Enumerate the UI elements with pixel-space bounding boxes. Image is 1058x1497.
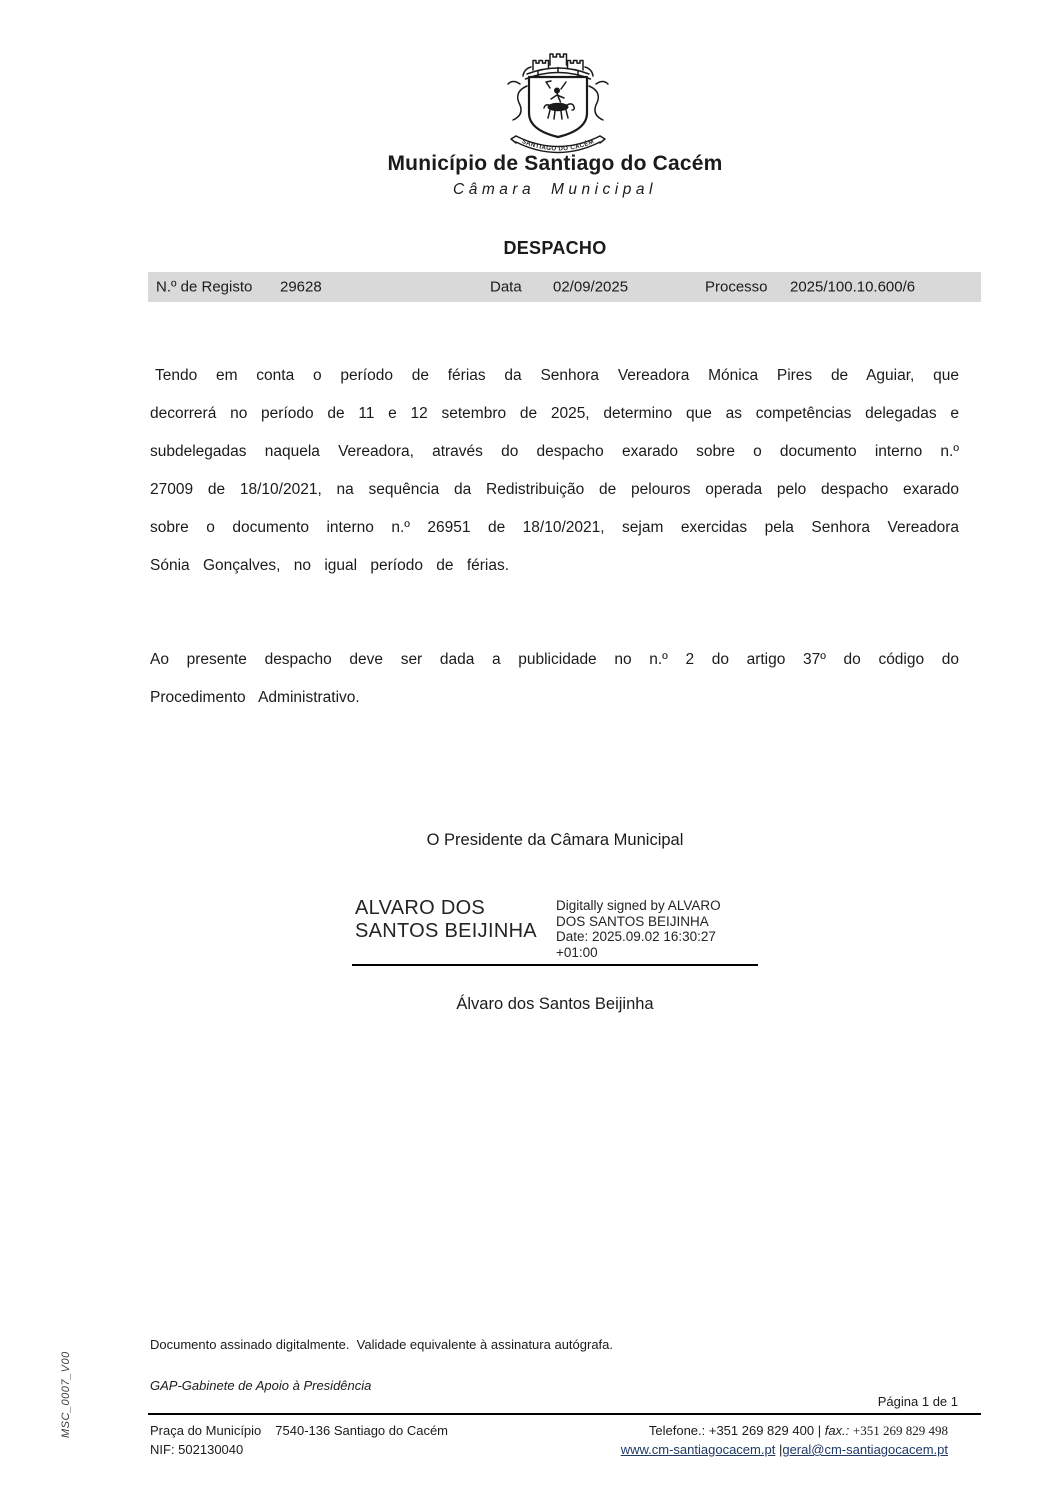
registry-label-registo: N.º de Registo bbox=[156, 278, 253, 296]
footer-contact-block bbox=[148, 1421, 948, 1459]
crest-banner-text: SANTIAGO DO CACÉM bbox=[520, 138, 596, 153]
registry-value-data: 02/09/2025 bbox=[553, 278, 629, 296]
municipality-title: Município de Santiago do Cacém bbox=[387, 152, 723, 175]
digital-certificate-name bbox=[355, 897, 555, 943]
certificate-detail-line: Date: 2025.09.02 16:30:27 bbox=[556, 929, 716, 944]
registry-value-registo: 29628 bbox=[280, 278, 322, 296]
certificate-detail-line: +01:00 bbox=[556, 944, 598, 960]
certificate-detail-line: Digitally signed by ALVARO bbox=[556, 898, 721, 913]
svg-text:SANTIAGO DO CACÉM bbox=[521, 138, 595, 152]
municipal-crest-icon bbox=[497, 44, 619, 160]
footer-separator: | bbox=[817, 1423, 822, 1438]
registry-label-processo: Processo bbox=[705, 278, 768, 296]
certificate-name-line: ALVARO DOS bbox=[355, 897, 486, 919]
page-number: Página 1 de 1 bbox=[877, 1394, 958, 1409]
footer-phone: Telefone.: +351 269 829 400 bbox=[648, 1423, 815, 1438]
registry-value-processo: 2025/100.10.600/6 bbox=[790, 278, 916, 296]
email-link[interactable]: geral@cm-santiagocacem.pt bbox=[782, 1442, 948, 1457]
registry-bar bbox=[148, 272, 981, 302]
footer-phone-line bbox=[148, 1421, 948, 1440]
digital-certificate-details bbox=[556, 898, 766, 960]
website-link[interactable]: www.cm-santiagocacem.pt bbox=[620, 1442, 776, 1457]
certificate-name-line: SANTOS BEIJINHA bbox=[355, 920, 537, 942]
footer-rule bbox=[148, 1413, 981, 1415]
registry-label-data: Data bbox=[490, 278, 522, 296]
office-note: GAP-Gabinete de Apoio à Presidência bbox=[150, 1378, 372, 1393]
body-paragraph-1: Tendo em conta o período de férias da Senhora Vereadora Mónica Pires de Aguiar, que decorrerá no período de 11 e 12 setembro de 2025, determino que as competências delegadas e subdelegadas naquela Vereadora, através do despacho exarado sobre o documento interno n.º 27009 de 18/10/2021, na sequência da Redistribuição de pelouros operada pelo despacho exarado sobre o documento interno n.º 26951 de 18/10/2021, sejam exercidas pela Senhora Vereadora Sónia Gonçalves, no igual período de férias. bbox=[150, 367, 959, 574]
footer-fax-label: fax.: bbox=[824, 1423, 850, 1438]
signature-rule bbox=[352, 964, 758, 966]
body-paragraph-2: Ao presente despacho deve ser dada a publicidade no n.º 2 do artigo 37º do código do Procedimento Administrativo. bbox=[150, 651, 959, 706]
footer-nif: NIF: 502130040 bbox=[150, 1442, 244, 1457]
footer-address: Praça do Município bbox=[150, 1423, 262, 1438]
footer-postal: 7540-136 Santiago do Cacém bbox=[275, 1423, 449, 1438]
footer-fax-number: +351 269 829 498 bbox=[852, 1423, 948, 1438]
document-template-code: MSC_0007_V00 bbox=[60, 1351, 72, 1438]
document-title: DESPACHO bbox=[503, 238, 607, 258]
signature-role: O Presidente da Câmara Municipal bbox=[426, 831, 684, 849]
signer-name: Álvaro dos Santos Beijinha bbox=[456, 995, 654, 1013]
footer-separator: | bbox=[778, 1442, 783, 1457]
certificate-detail-line: DOS SANTOS BEIJINHA bbox=[556, 913, 709, 929]
knight-figure-icon bbox=[544, 81, 574, 119]
department-subtitle: Câmara Municipal bbox=[453, 181, 657, 198]
digital-signature-note: Documento assinado digitalmente. Validade equivalente à assinatura autógrafa. bbox=[150, 1337, 614, 1352]
footer-links-line bbox=[148, 1440, 948, 1459]
